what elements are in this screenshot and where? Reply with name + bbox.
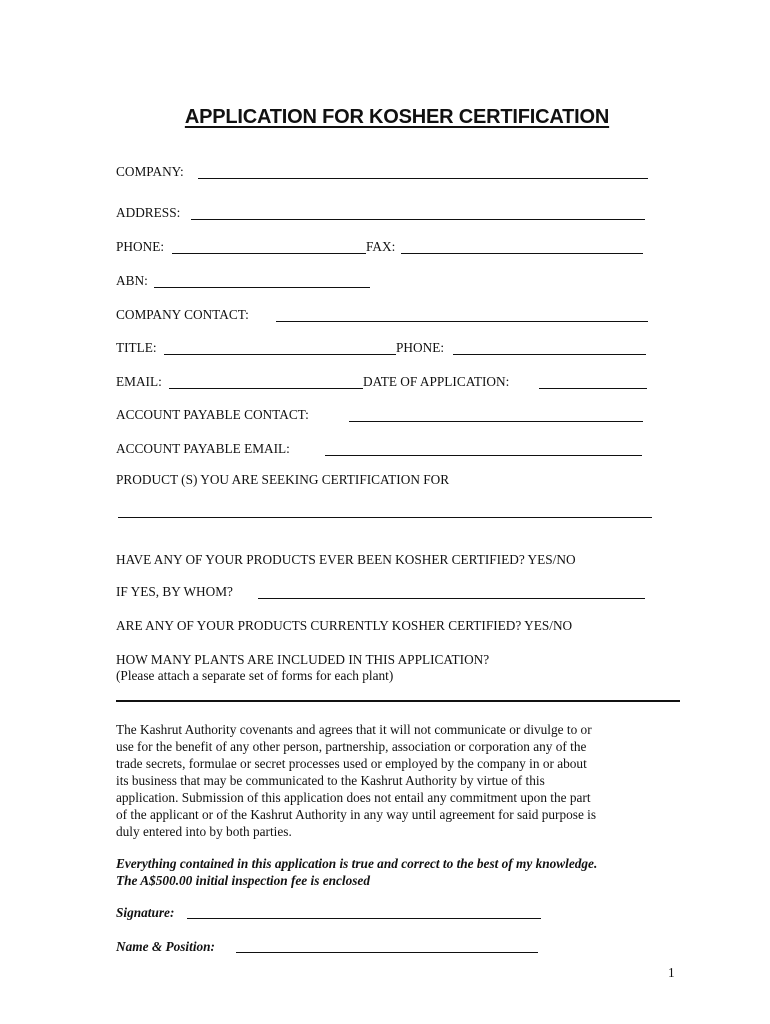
abn-field[interactable] [154, 287, 370, 288]
address-field[interactable] [191, 219, 645, 220]
signature-row [116, 904, 174, 922]
currently-certified-question: ARE ANY OF YOUR PRODUCTS CURRENTLY KOSHER CERTIFIED? YES/NO [116, 618, 573, 633]
date-of-application-label: DATE OF APPLICATION: [363, 374, 510, 389]
date-of-application-field[interactable] [539, 388, 647, 389]
ap-email-field[interactable] [325, 455, 642, 456]
covenant-line: use for the benefit of any other person, partnership, association or corporation any of the [116, 739, 587, 754]
title-field[interactable] [164, 354, 396, 355]
form-title: APPLICATION FOR KOSHER CERTIFICATION [184, 106, 610, 128]
signature-label: Signature: [116, 905, 175, 920]
products-seeking-field[interactable] [118, 517, 652, 518]
covenant-line: application. Submission of this application does not entail any commitment upon the part [116, 790, 591, 805]
title-phone-field[interactable] [453, 354, 646, 355]
ap-contact-field[interactable] [349, 421, 643, 422]
covenant-paragraph [116, 721, 686, 840]
section-divider [116, 700, 680, 702]
covenant-line: of the applicant or of the Kashrut Authority in any way until agreement for said purpose is [116, 807, 597, 822]
ever-certified-question: HAVE ANY OF YOUR PRODUCTS EVER BEEN KOSHER CERTIFIED? YES/NO [116, 552, 576, 567]
covenant-line: The Kashrut Authority covenants and agrees that it will not communicate or divulge to or [116, 722, 592, 737]
fax-label: FAX: [366, 239, 396, 254]
company-contact-field[interactable] [276, 321, 648, 322]
company-label: COMPANY: [116, 164, 184, 179]
company-contact-label: COMPANY CONTACT: [116, 307, 249, 322]
name-position-label: Name & Position: [116, 939, 215, 954]
fax-field[interactable] [401, 253, 643, 254]
abn-label: ABN: [116, 273, 148, 288]
covenant-line: its business that may be communicated to the Kashrut Authority by virtue of this [116, 773, 545, 788]
plants-question: HOW MANY PLANTS ARE INCLUDED IN THIS APPLICATION? [116, 652, 490, 667]
email-field[interactable] [169, 388, 363, 389]
title-phone-label: PHONE: [396, 340, 445, 355]
address-label: ADDRESS: [116, 205, 181, 220]
declaration [116, 855, 597, 889]
name-position-field[interactable] [236, 952, 538, 953]
phone-label: PHONE: [116, 239, 165, 254]
phone-field[interactable] [172, 253, 366, 254]
declaration-line: The A$500.00 initial inspection fee is enclosed [116, 873, 370, 888]
signature-field[interactable] [187, 918, 541, 919]
products-seeking-label: PRODUCT (S) YOU ARE SEEKING CERTIFICATION FOR [116, 472, 450, 487]
declaration-line: Everything contained in this application is true and correct to the best of my knowledge. [116, 856, 598, 871]
covenant-line: trade secrets, formulae or secret processes used or employed by the company in or about [116, 756, 587, 771]
plants-note: (Please attach a separate set of forms for each plant) [116, 668, 394, 683]
by-whom-label: IF YES, BY WHOM? [116, 584, 233, 599]
company-field[interactable] [198, 178, 648, 179]
page-number: 1 [668, 965, 675, 980]
email-label: EMAIL: [116, 374, 162, 389]
title-label: TITLE: [116, 340, 157, 355]
by-whom-field[interactable] [258, 598, 645, 599]
name-position-row [116, 938, 215, 956]
covenant-line: duly entered into by both parties. [116, 824, 292, 839]
ap-contact-label: ACCOUNT PAYABLE CONTACT: [116, 407, 309, 422]
ap-email-label: ACCOUNT PAYABLE EMAIL: [116, 441, 290, 456]
